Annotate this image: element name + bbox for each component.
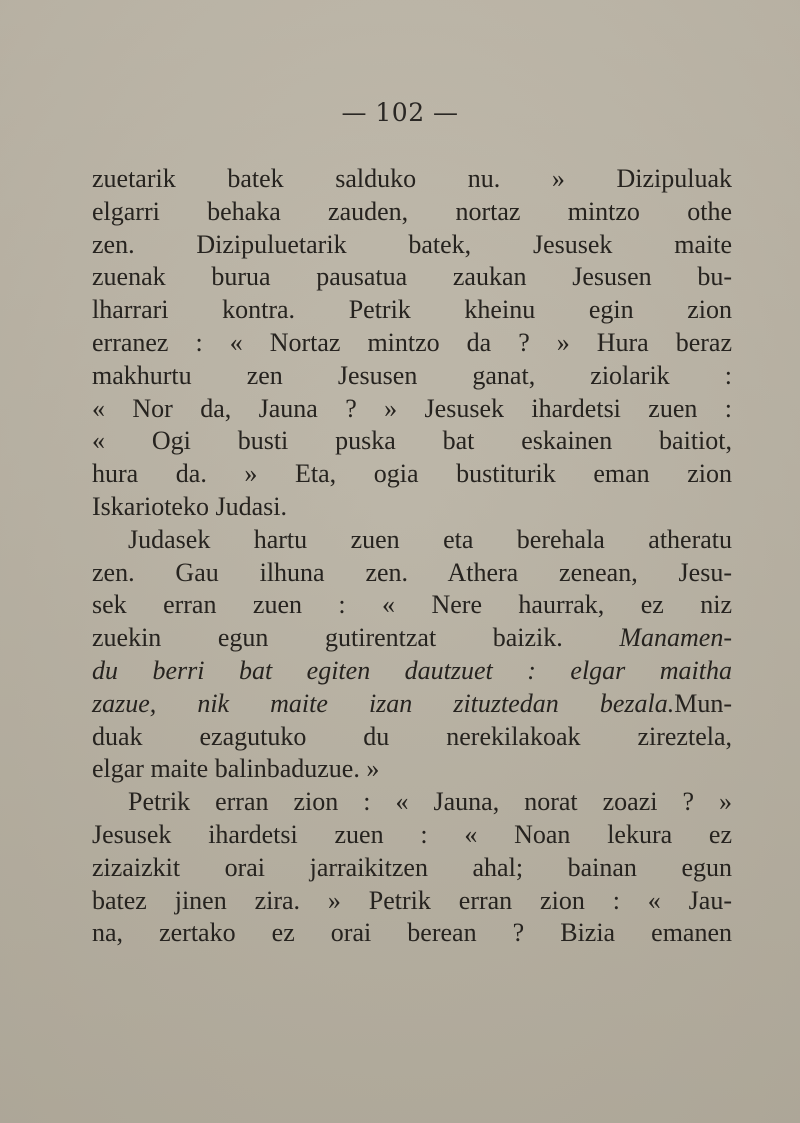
paragraph	[92, 786, 732, 950]
text-line: zen. Gau ilhuna zen. Athera zenean, Jesu-	[92, 557, 732, 587]
text-line	[92, 622, 732, 655]
page-number: — 102 —	[341, 98, 459, 127]
body-text	[92, 163, 732, 950]
text-line: hura da. » Eta, ogia bustiturik eman zion	[92, 459, 732, 489]
text-line: duak ezagutuko du nerekilakoak zireztela,	[92, 721, 732, 751]
text-line: « Ogi busti puska bat eskainen baitiot,	[92, 426, 732, 456]
text-line: « Nor da, Jauna ? » Jesusek ihardetsi zuen :	[92, 393, 732, 423]
text-line: erranez : « Nortaz mintzo da ? » Hura beraz	[92, 327, 732, 357]
text-line: makhurtu zen Jesusen ganat, ziolarik :	[92, 360, 732, 390]
text-line: na, zertako ez orai berean ? Bizia emanen	[92, 918, 732, 948]
text-line: elgar maite balinbaduzue. »	[92, 754, 380, 784]
text-line	[92, 688, 732, 721]
text-line: zuetarik batek salduko nu. » Dizipuluak	[92, 164, 732, 193]
paragraph	[92, 163, 732, 524]
italic-line: du berri bat egiten dautzuet : elgar maitha	[92, 655, 732, 685]
text-line: Jesusek ihardetsi zuen : « Noan lekura ez	[92, 819, 732, 849]
text-line: zuenak burua pausatua zaukan Jesusen bu-	[92, 262, 732, 292]
italic-segment: Manamen-	[619, 623, 732, 653]
text-line: elgarri behaka zauden, nortaz mintzo othe	[92, 196, 732, 226]
text-line: Petrik erran zion : « Jauna, norat zoazi ? »	[128, 787, 732, 817]
text-line: sek erran zuen : « Nere haurrak, ez niz	[92, 590, 732, 620]
text-line: zen. Dizipuluetarik batek, Jesusek maite	[92, 229, 732, 259]
text-line: batez jinen zira. » Petrik erran zion : « Jau-	[92, 885, 732, 915]
text-line: zizaizkit orai jarraikitzen ahal; bainan egun	[92, 852, 732, 882]
text-line: Iskarioteko Judasi.	[92, 491, 287, 521]
paragraph	[92, 524, 732, 786]
text-segment: Mun-	[674, 688, 732, 718]
text-segment: zuekin egun gutirentzat baizik.	[92, 623, 563, 653]
italic-segment: zazue, nik maite izan zituztedan bezala.	[92, 688, 675, 718]
text-line: Judasek hartu zuen eta berehala atheratu	[128, 524, 732, 554]
text-line: lharrari kontra. Petrik kheinu egin zion	[92, 295, 732, 325]
